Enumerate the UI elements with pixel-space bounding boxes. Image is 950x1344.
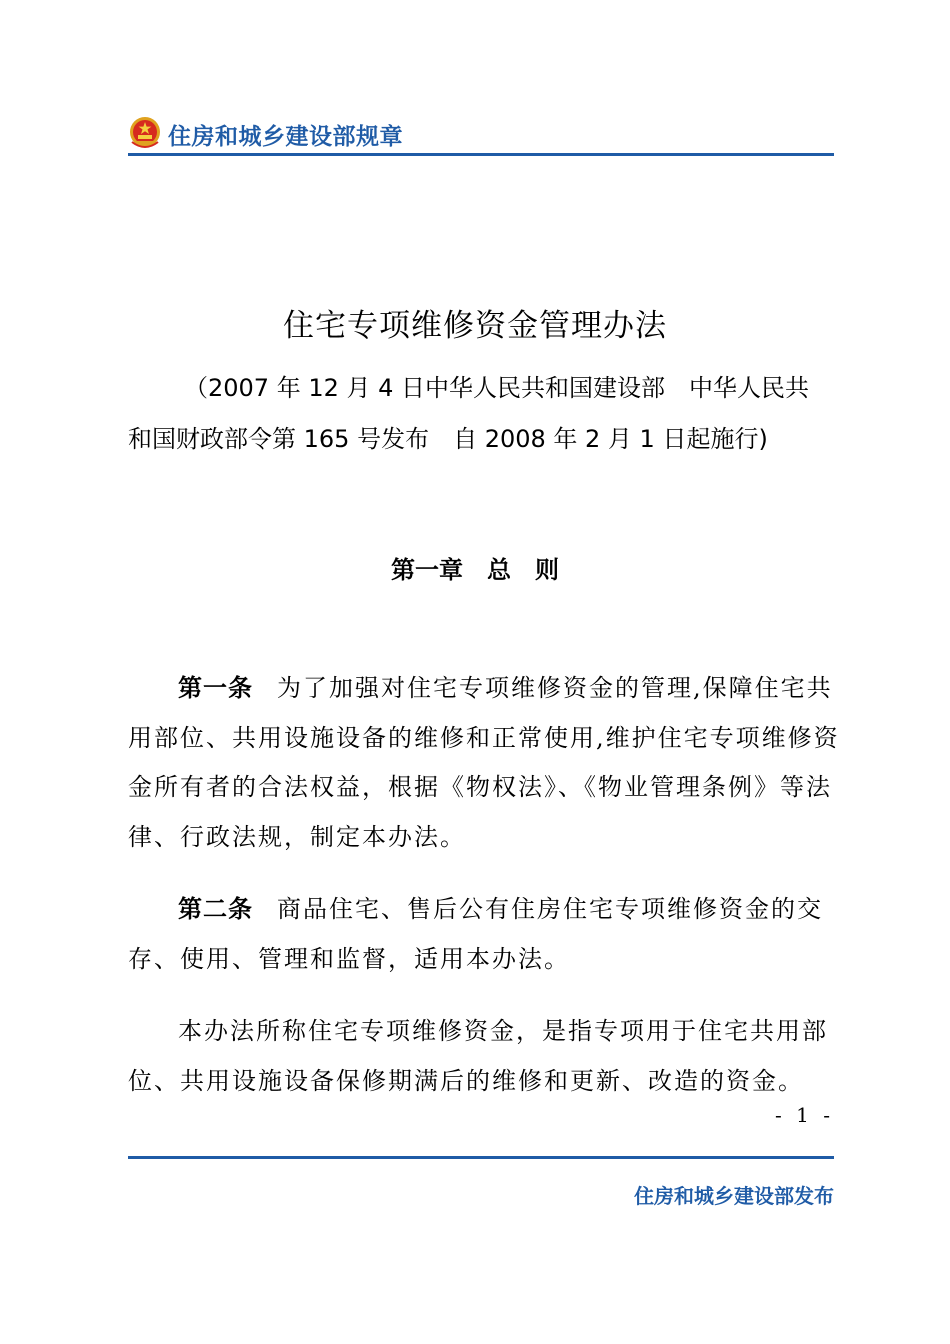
paragraph-line: 本办法所称住宅专项维修资金，是指专项用于住宅共用部 bbox=[178, 1017, 828, 1045]
header-divider bbox=[128, 153, 834, 156]
page-header bbox=[128, 112, 834, 156]
article-line: 律、行政法规，制定本办法。 bbox=[128, 822, 466, 851]
paragraph-line: 位、共用设施设备保修期满后的维修和更新、改造的资金。 bbox=[128, 1066, 804, 1095]
article-line: 存、使用、管理和监督，适用本办法。 bbox=[128, 944, 570, 973]
article-label: 第二条 bbox=[178, 895, 253, 923]
article-text: 为了加强对住宅专项维修资金的管理,保障住宅共 bbox=[277, 674, 833, 702]
article-line bbox=[128, 885, 834, 935]
footer-publisher: 住房和城乡建设部发布 bbox=[634, 1184, 834, 1208]
article-2 bbox=[128, 885, 834, 984]
subtitle-line: 和国财政部令第 165 号发布 自 2008 年 2 月 1 日起施行) bbox=[128, 425, 768, 453]
article-1 bbox=[128, 664, 840, 862]
article-text: 商品住宅、售后公有住房住宅专项维修资金的交 bbox=[277, 895, 823, 923]
header-title: 住房和城乡建设部规章 bbox=[168, 124, 403, 150]
article-line: 用部位、共用设施设备的维修和正常使用,维护住宅专项维修资 bbox=[128, 723, 840, 752]
document-subtitle bbox=[128, 363, 834, 465]
article-2-paragraph bbox=[128, 1007, 834, 1106]
document-title: 住宅专项维修资金管理办法 bbox=[283, 308, 667, 344]
subtitle-line: （2007 年 12 月 4 日中华人民共和国建设部 中华人民共 bbox=[184, 374, 810, 402]
footer-divider bbox=[128, 1156, 834, 1159]
article-line: 金所有者的合法权益，根据《物权法》、《物业管理条例》等法 bbox=[128, 773, 832, 801]
article-label: 第一条 bbox=[178, 674, 253, 702]
national-emblem-icon bbox=[128, 116, 162, 150]
page-number: - 1 - bbox=[775, 1103, 834, 1127]
article-line bbox=[128, 664, 834, 714]
chapter-heading: 第一章 总 则 bbox=[391, 556, 559, 584]
